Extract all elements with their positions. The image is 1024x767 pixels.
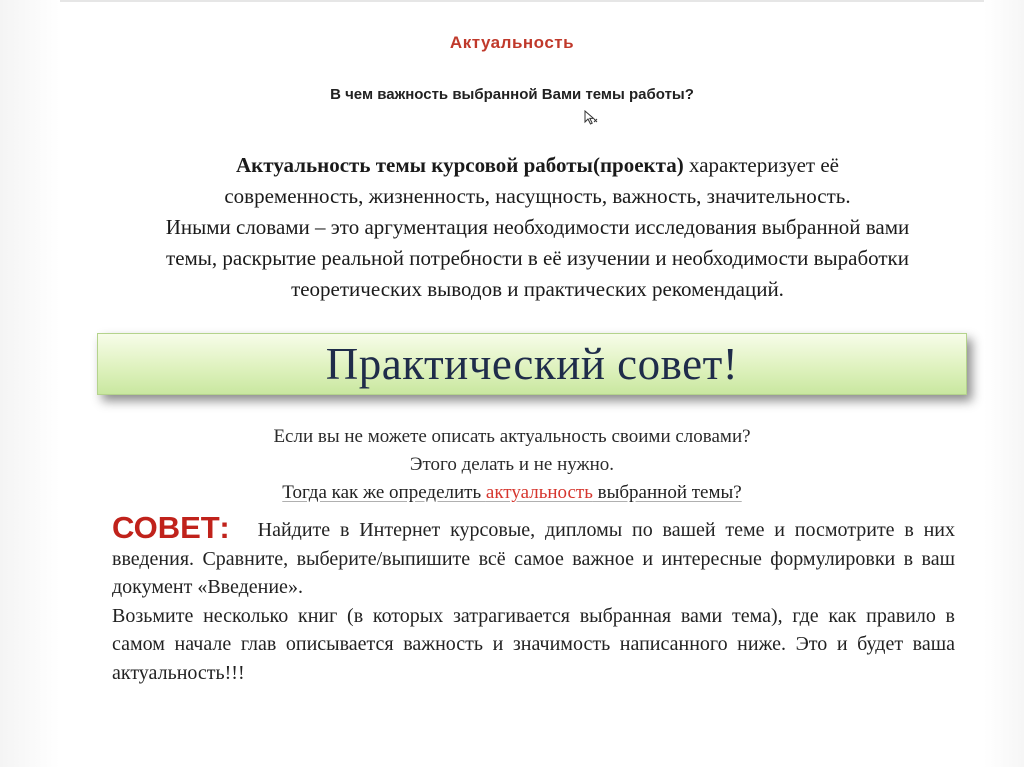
definition-line-3: Иными словами – это аргументация необходимости исследования выбранной вами [165,215,910,239]
right-shade [984,0,1024,767]
practical-tip-label: Практический совет! [325,339,739,389]
question-line-1: Если вы не можете описать актуальность своими словами? [273,426,751,447]
advice-paragraph-1 [112,512,955,602]
top-border [0,0,1024,2]
definition-line-5: теоретических выводов и практических рекомендаций. [291,277,784,301]
advice-paragraph1-text: Найдите в Интернет курсовые, дипломы по вашей теме и посмотрите в них введения. Сравните, выберите/выпишите всё самое важное и интересные формулировки в ваш документ «Введение». [112,519,955,598]
definition-line-4: темы, раскрытие реальной потребности в её изучении и необходимости выработки [166,246,909,270]
definition-line-1 [60,150,1015,181]
definition-text [60,150,1015,305]
advice-label: СОВЕТ: [112,510,230,545]
advice-block [112,512,955,687]
question-line3-before: Тогда как же определить [282,482,486,503]
question-line3-after: выбранной темы? [592,482,742,503]
definition-line1-rest: характеризует её [683,153,839,177]
practical-tip-banner [97,333,967,395]
definition-line-2: современность, жизненность, насущность, важность, значительность. [224,184,851,208]
slide-question: В чем важность выбранной Вами темы работы? [330,86,694,103]
question-line-3 [0,482,1024,504]
definition-bold-lead: Актуальность темы курсовой работы(проекта) [236,153,684,177]
cursor-icon [583,110,599,126]
question-line-2: Этого делать и не нужно. [409,454,615,475]
left-shade [0,0,60,767]
slide-title: Актуальность [449,33,575,52]
question-line3-highlight: актуальность [485,482,593,503]
advice-paragraph-2: Возьмите несколько книг (в которых затрагивается выбранная вами тема), где как правило в самом начале глав описывается важность и значимость написанного ниже. Это и будет ваша актуальность!!! [112,604,955,684]
